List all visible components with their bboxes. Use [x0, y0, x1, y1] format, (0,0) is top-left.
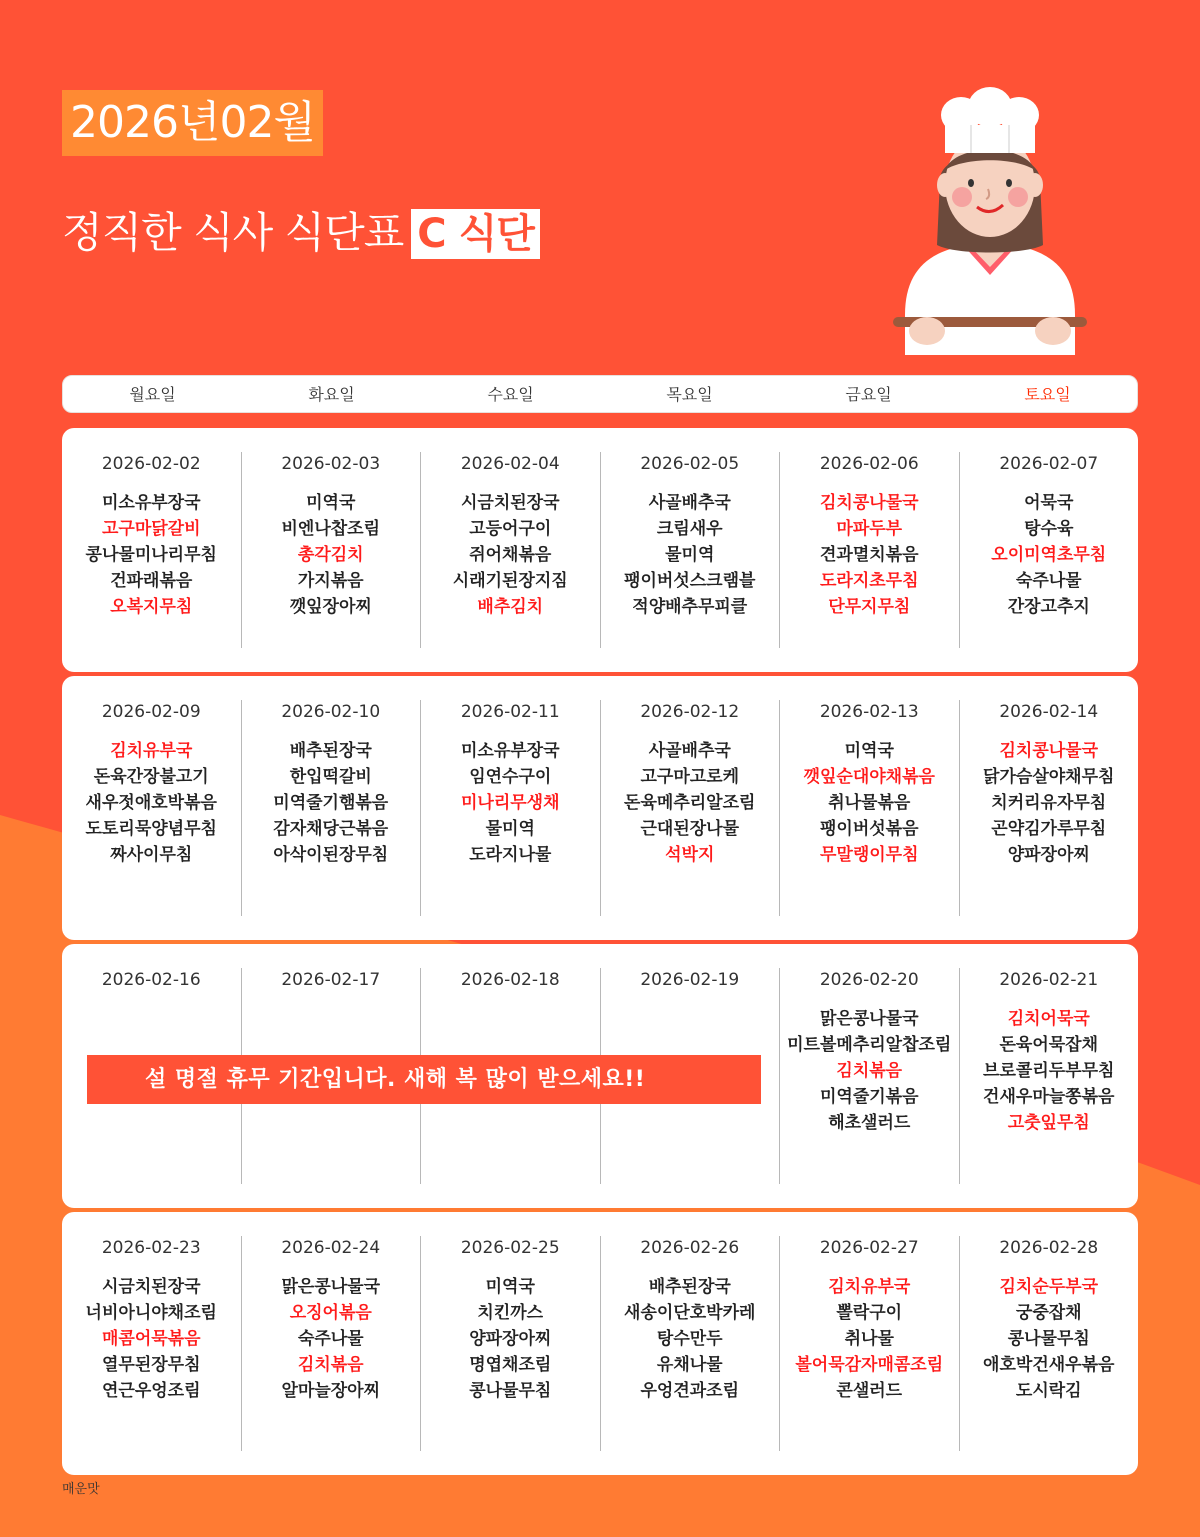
menu-item: 가지볶음 [297, 571, 364, 591]
day-date: 2026-02-23 [101, 1238, 201, 1258]
day-date: 2026-02-17 [281, 970, 381, 990]
menu-item: 숙주나물 [1015, 571, 1082, 591]
day-cell [241, 452, 421, 648]
menu-item: 크림새우 [656, 519, 723, 539]
day-date: 2026-02-20 [819, 970, 919, 990]
menu-item: 탕수만두 [656, 1329, 723, 1349]
menu-item-spicy: 미나리무생채 [460, 793, 560, 813]
day-cell [62, 452, 241, 648]
menu-item: 간장고추지 [1007, 597, 1090, 617]
day-date: 2026-02-02 [101, 454, 201, 474]
day-date: 2026-02-13 [819, 702, 919, 722]
day-cell [959, 1236, 1139, 1451]
menu-item: 양파장아찌 [1007, 845, 1090, 865]
weekday-label: 수요일 [487, 385, 534, 404]
day-date: 2026-02-28 [999, 1238, 1099, 1258]
menu-item: 새우젓애호박볶음 [85, 793, 217, 813]
day-date: 2026-02-19 [640, 970, 740, 990]
menu-item: 사골배추국 [648, 741, 731, 761]
day-date: 2026-02-05 [640, 454, 740, 474]
title-text: 정직한 식사 식단표 [62, 208, 404, 257]
menu-item-spicy: 볼어묵감자매콤조림 [795, 1355, 944, 1375]
menu-item: 쥐어채볶음 [469, 545, 552, 565]
menu-item-spicy: 김치볶음 [836, 1061, 903, 1081]
menu-item: 미트볼메추리알찹조림 [787, 1035, 952, 1055]
menu-item: 물미역 [485, 819, 535, 839]
menu-item: 우엉견과조림 [640, 1381, 740, 1401]
menu-item-spicy: 총각김치 [297, 545, 364, 565]
menu-item: 시금치된장국 [101, 1277, 201, 1297]
weekday-label: 화요일 [308, 385, 355, 404]
day-cell [779, 452, 959, 648]
menu-list [601, 738, 780, 868]
day-date: 2026-02-10 [281, 702, 381, 722]
day-cell [779, 700, 959, 916]
menu-item: 취나물볶음 [828, 793, 911, 813]
menu-list [421, 490, 600, 620]
chef-illustration [885, 85, 1095, 355]
menu-item-spicy: 김치콩나물국 [819, 493, 919, 513]
menu-item: 사골배추국 [648, 493, 731, 513]
day-date: 2026-02-16 [101, 970, 201, 990]
menu-list [601, 1274, 780, 1404]
day-cell [420, 452, 600, 648]
day-cell [779, 968, 959, 1184]
menu-list [242, 490, 421, 620]
page-title [62, 205, 540, 261]
menu-item: 한입떡갈비 [289, 767, 372, 787]
menu-list [780, 1274, 959, 1404]
weekday-label: 목요일 [666, 385, 713, 404]
menu-list [62, 490, 241, 620]
menu-item: 콩나물무침 [1007, 1329, 1090, 1349]
menu-item: 깻잎장아찌 [289, 597, 372, 617]
day-date: 2026-02-25 [460, 1238, 560, 1258]
menu-item: 콩나물미나리무침 [85, 545, 217, 565]
day-date: 2026-02-26 [640, 1238, 740, 1258]
menu-item: 열무된장무침 [101, 1355, 201, 1375]
menu-item: 유채나물 [656, 1355, 723, 1375]
menu-item: 애호박건새우볶음 [983, 1355, 1115, 1375]
menu-item: 돈육간장불고기 [93, 767, 209, 787]
menu-item-spicy: 김치콩나물국 [999, 741, 1099, 761]
menu-list [242, 1274, 421, 1404]
menu-item: 아삭이된장무침 [273, 845, 389, 865]
day-cell [62, 700, 241, 916]
menu-item: 브로콜리두부무침 [983, 1061, 1115, 1081]
menu-item: 알마늘장아찌 [281, 1381, 381, 1401]
menu-item: 물미역 [665, 545, 715, 565]
menu-item: 미역국 [844, 741, 894, 761]
menu-item: 맑은콩나물국 [819, 1009, 919, 1029]
menu-list [960, 490, 1139, 620]
menu-list [960, 1274, 1139, 1404]
menu-item-spicy: 고춧잎무침 [1007, 1113, 1090, 1133]
menu-item-spicy: 매콤어묵볶음 [101, 1329, 201, 1349]
menu-list [62, 1274, 241, 1404]
menu-item: 돈육메추리알조림 [624, 793, 756, 813]
menu-item: 짜사이무침 [110, 845, 193, 865]
menu-item: 건새우마늘쫑볶음 [983, 1087, 1115, 1107]
menu-item-spicy: 오복지무침 [110, 597, 193, 617]
menu-list [780, 490, 959, 620]
menu-item: 감자채당근볶음 [273, 819, 389, 839]
menu-item: 연근우엉조림 [101, 1381, 201, 1401]
day-date: 2026-02-11 [460, 702, 560, 722]
day-date: 2026-02-18 [460, 970, 560, 990]
day-cell [959, 452, 1139, 648]
day-cell [241, 1236, 421, 1451]
menu-item-spicy: 김치유부국 [110, 741, 193, 761]
menu-item: 숙주나물 [297, 1329, 364, 1349]
menu-item-spicy: 석박지 [665, 845, 715, 865]
day-cell [420, 700, 600, 916]
menu-item-spicy: 마파두부 [836, 519, 903, 539]
weekday-label: 금요일 [845, 385, 892, 404]
day-date: 2026-02-14 [999, 702, 1099, 722]
day-date: 2026-02-12 [640, 702, 740, 722]
menu-item-spicy: 김치유부국 [828, 1277, 911, 1297]
day-date: 2026-02-03 [281, 454, 381, 474]
menu-item: 도라지나물 [469, 845, 552, 865]
holiday-notice: 설 명절 휴무 기간입니다. 새해 복 많이 받으세요!! [87, 1055, 761, 1104]
menu-item: 너비아니야채조림 [85, 1303, 217, 1323]
menu-type-tag: C 식단 [411, 209, 540, 259]
menu-item: 팽이버섯스크램블 [624, 571, 756, 591]
menu-item: 탕수육 [1024, 519, 1074, 539]
menu-item: 명엽채조림 [469, 1355, 552, 1375]
menu-item-spicy: 배추김치 [477, 597, 544, 617]
menu-list [780, 738, 959, 868]
menu-item-spicy: 고구마닭갈비 [101, 519, 201, 539]
menu-item: 미역국 [485, 1277, 535, 1297]
menu-item: 치커리유자무침 [991, 793, 1107, 813]
day-cell [959, 700, 1139, 916]
menu-item: 취나물 [844, 1329, 894, 1349]
menu-item: 콘샐러드 [836, 1381, 903, 1401]
menu-item: 미역줄기볶음 [819, 1087, 919, 1107]
week-row [62, 676, 1138, 940]
menu-item: 근대된장나물 [640, 819, 740, 839]
menu-item: 배추된장국 [648, 1277, 731, 1297]
menu-item: 어묵국 [1024, 493, 1074, 513]
weekday-label-saturday: 토요일 [1024, 385, 1071, 404]
menu-item: 팽이버섯볶음 [819, 819, 919, 839]
menu-item-spicy: 단무지무침 [828, 597, 911, 617]
menu-item: 배추된장국 [289, 741, 372, 761]
month-badge: 2026년02월 [62, 90, 323, 156]
day-cell [959, 968, 1139, 1184]
menu-list [242, 738, 421, 868]
menu-item: 양파장아찌 [469, 1329, 552, 1349]
day-date: 2026-02-06 [819, 454, 919, 474]
menu-list [421, 738, 600, 868]
menu-item: 미역국 [306, 493, 356, 513]
menu-list [960, 1006, 1139, 1136]
menu-item: 궁중잡채 [1015, 1303, 1082, 1323]
menu-item: 곤약김가루무침 [991, 819, 1107, 839]
menu-item-spicy: 김치볶음 [297, 1355, 364, 1375]
menu-list [62, 738, 241, 868]
menu-item: 임연수구이 [469, 767, 552, 787]
menu-item-spicy: 김치순두부국 [999, 1277, 1099, 1297]
menu-item-spicy: 오이미역초무침 [991, 545, 1107, 565]
menu-list [960, 738, 1139, 868]
day-cell [420, 1236, 600, 1451]
menu-item-spicy: 도라지초무침 [819, 571, 919, 591]
day-cell [62, 1236, 241, 1451]
menu-item: 건파래볶음 [110, 571, 193, 591]
menu-item: 치킨까스 [477, 1303, 544, 1323]
menu-item-spicy: 오징어볶음 [289, 1303, 372, 1323]
day-cell [600, 452, 780, 648]
weekday-label: 월요일 [129, 385, 176, 404]
menu-item: 맑은콩나물국 [281, 1277, 381, 1297]
menu-item-spicy: 김치어묵국 [1007, 1009, 1090, 1029]
menu-item: 고구마고로케 [640, 767, 740, 787]
menu-item: 고등어구이 [469, 519, 552, 539]
day-cell [600, 700, 780, 916]
spicy-legend: 매운맛 [62, 1482, 100, 1497]
day-date: 2026-02-21 [999, 970, 1099, 990]
menu-item: 닭가슴살야채무침 [983, 767, 1115, 787]
day-date: 2026-02-07 [999, 454, 1099, 474]
menu-item: 도시락김 [1015, 1381, 1082, 1401]
day-date: 2026-02-04 [460, 454, 560, 474]
menu-item: 시래기된장지짐 [452, 571, 568, 591]
menu-item: 미소유부장국 [101, 493, 201, 513]
menu-item: 해초샐러드 [828, 1113, 911, 1133]
menu-item: 뽈락구이 [836, 1303, 903, 1323]
menu-item-spicy: 깻잎순대야채볶음 [803, 767, 935, 787]
menu-item: 새송이단호박카레 [624, 1303, 756, 1323]
day-date: 2026-02-09 [101, 702, 201, 722]
day-cell [241, 700, 421, 916]
day-cell [600, 1236, 780, 1451]
menu-item: 견과멸치볶음 [819, 545, 919, 565]
menu-item: 콩나물무침 [469, 1381, 552, 1401]
menu-list [421, 1274, 600, 1404]
menu-item: 돈육어묵잡채 [999, 1035, 1099, 1055]
day-cell [779, 1236, 959, 1451]
menu-list [601, 490, 780, 620]
day-date: 2026-02-24 [281, 1238, 381, 1258]
day-date: 2026-02-27 [819, 1238, 919, 1258]
weekday-header [62, 375, 1138, 413]
menu-item: 미소유부장국 [460, 741, 560, 761]
menu-item: 도토리묵양념무침 [85, 819, 217, 839]
menu-list [780, 1006, 959, 1136]
menu-item: 비엔나찹조림 [281, 519, 381, 539]
week-row [62, 428, 1138, 672]
week-row [62, 1212, 1138, 1475]
menu-item: 적양배추무피클 [632, 597, 748, 617]
menu-item: 미역줄기햄볶음 [273, 793, 389, 813]
menu-item-spicy: 무말랭이무침 [819, 845, 919, 865]
menu-item: 시금치된장국 [460, 493, 560, 513]
